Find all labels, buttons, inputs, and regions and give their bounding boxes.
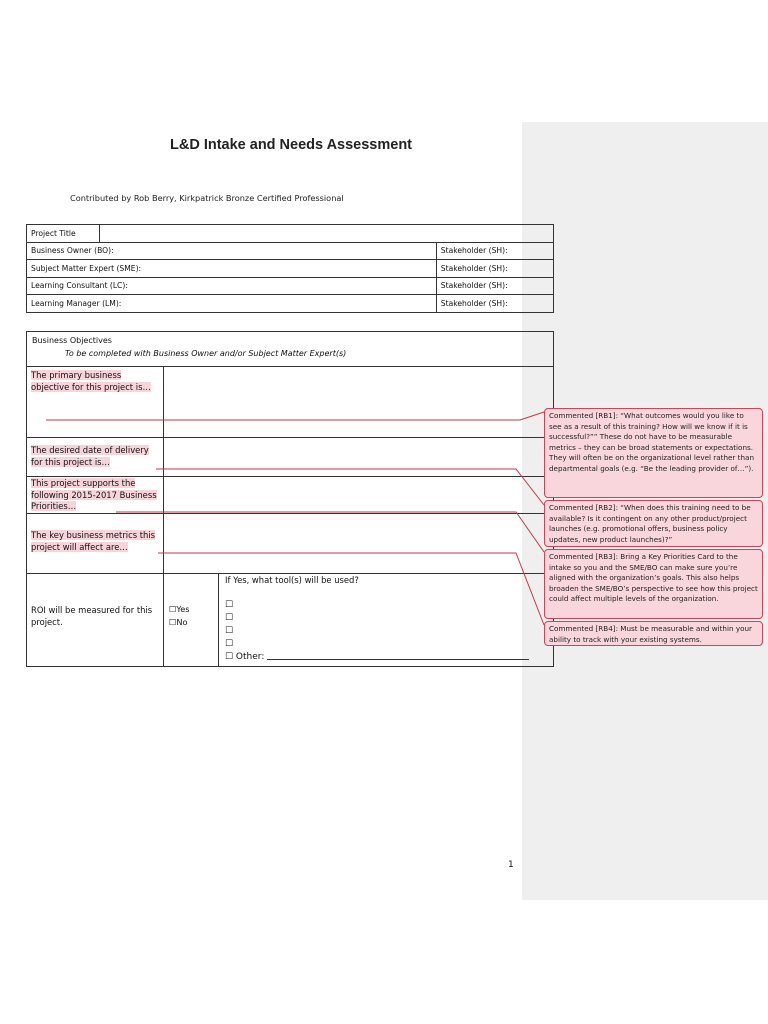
roi-label: ROI will be measured for this project.	[27, 574, 164, 666]
commented-text[interactable]: This project supports the following 2015-2017 Business Priorities…	[31, 478, 157, 511]
contributed-by: Contributed by Rob Berry, Kirkpatrick Bronze Certified Professional	[70, 193, 344, 203]
stakeholder-field[interactable]: Stakeholder (SH):	[436, 260, 553, 278]
comment-leader-rb2	[156, 469, 544, 505]
comment-leader-rb4	[158, 553, 544, 625]
stakeholder-field[interactable]: Stakeholder (SH):	[436, 277, 553, 295]
tool-checkbox[interactable]: ☐	[225, 600, 234, 610]
comment-rb3[interactable]: Commented [RB3]: Bring a Key Priorities Card to the intake so you and the SME/BO can make sure you’re aligned with the organization’s goals. This also helps broaden the SME/BO’s perspective to see how this project could affect multiple levels of the organization.	[544, 549, 763, 619]
page-number: 1	[508, 860, 514, 870]
comment-rb1[interactable]: Commented [RB1]: “What outcomes would you like to see as a result of this training? How will we know if it is successful?”” These do not have to be measurable metrics – they can be broad statements or expectations. They will often be on the organizational level rather than departmental goals (e.g. “Be the leading provider of…”).	[544, 408, 763, 498]
commented-text[interactable]: The desired date of delivery for this project is…	[31, 445, 149, 467]
tool-checkbox[interactable]: ☐	[225, 613, 234, 623]
learning-manager-field[interactable]: Learning Manager (LM):	[27, 295, 437, 313]
business-objectives-heading: Business Objectives	[32, 336, 112, 345]
project-title-label: Project Title	[27, 225, 100, 243]
document-title: L&D Intake and Needs Assessment	[169, 137, 413, 153]
commented-text[interactable]: The primary business objective for this project is…	[31, 370, 151, 392]
learning-consultant-field[interactable]: Learning Consultant (LC):	[27, 277, 437, 295]
tool-checkbox[interactable]: ☐	[225, 639, 234, 649]
other-checkbox[interactable]: ☐ Other:	[225, 652, 265, 662]
sme-field[interactable]: Subject Matter Expert (SME):	[27, 260, 437, 278]
business-owner-field[interactable]: Business Owner (BO):	[27, 242, 437, 260]
tool-checkbox[interactable]: ☐	[225, 626, 234, 636]
tools-question: If Yes, what tool(s) will be used?	[225, 575, 359, 585]
stakeholder-field[interactable]: Stakeholder (SH):	[436, 295, 553, 313]
no-checkbox[interactable]: ☐No	[169, 616, 188, 627]
comment-leader-rb1	[46, 412, 544, 420]
comment-rb2[interactable]: Commented [RB2]: “When does this training need to be available? Is it contingent on any other product/project launches (e.g. promotional offers, business policy updates, new product launches)?”	[544, 500, 763, 547]
comment-rb4[interactable]: Commented [RB4]: Must be measurable and within your ability to track with your existing systems.	[544, 621, 763, 646]
stakeholder-field[interactable]: Stakeholder (SH):	[436, 242, 553, 260]
yes-checkbox[interactable]: ☐Yes	[169, 604, 190, 614]
comment-leader-rb3	[116, 512, 544, 552]
commented-text[interactable]: The key business metrics this project will affect are…	[31, 530, 156, 552]
business-objectives-subheading: To be completed with Business Owner and/or Subject Matter Expert(s)	[65, 349, 347, 358]
